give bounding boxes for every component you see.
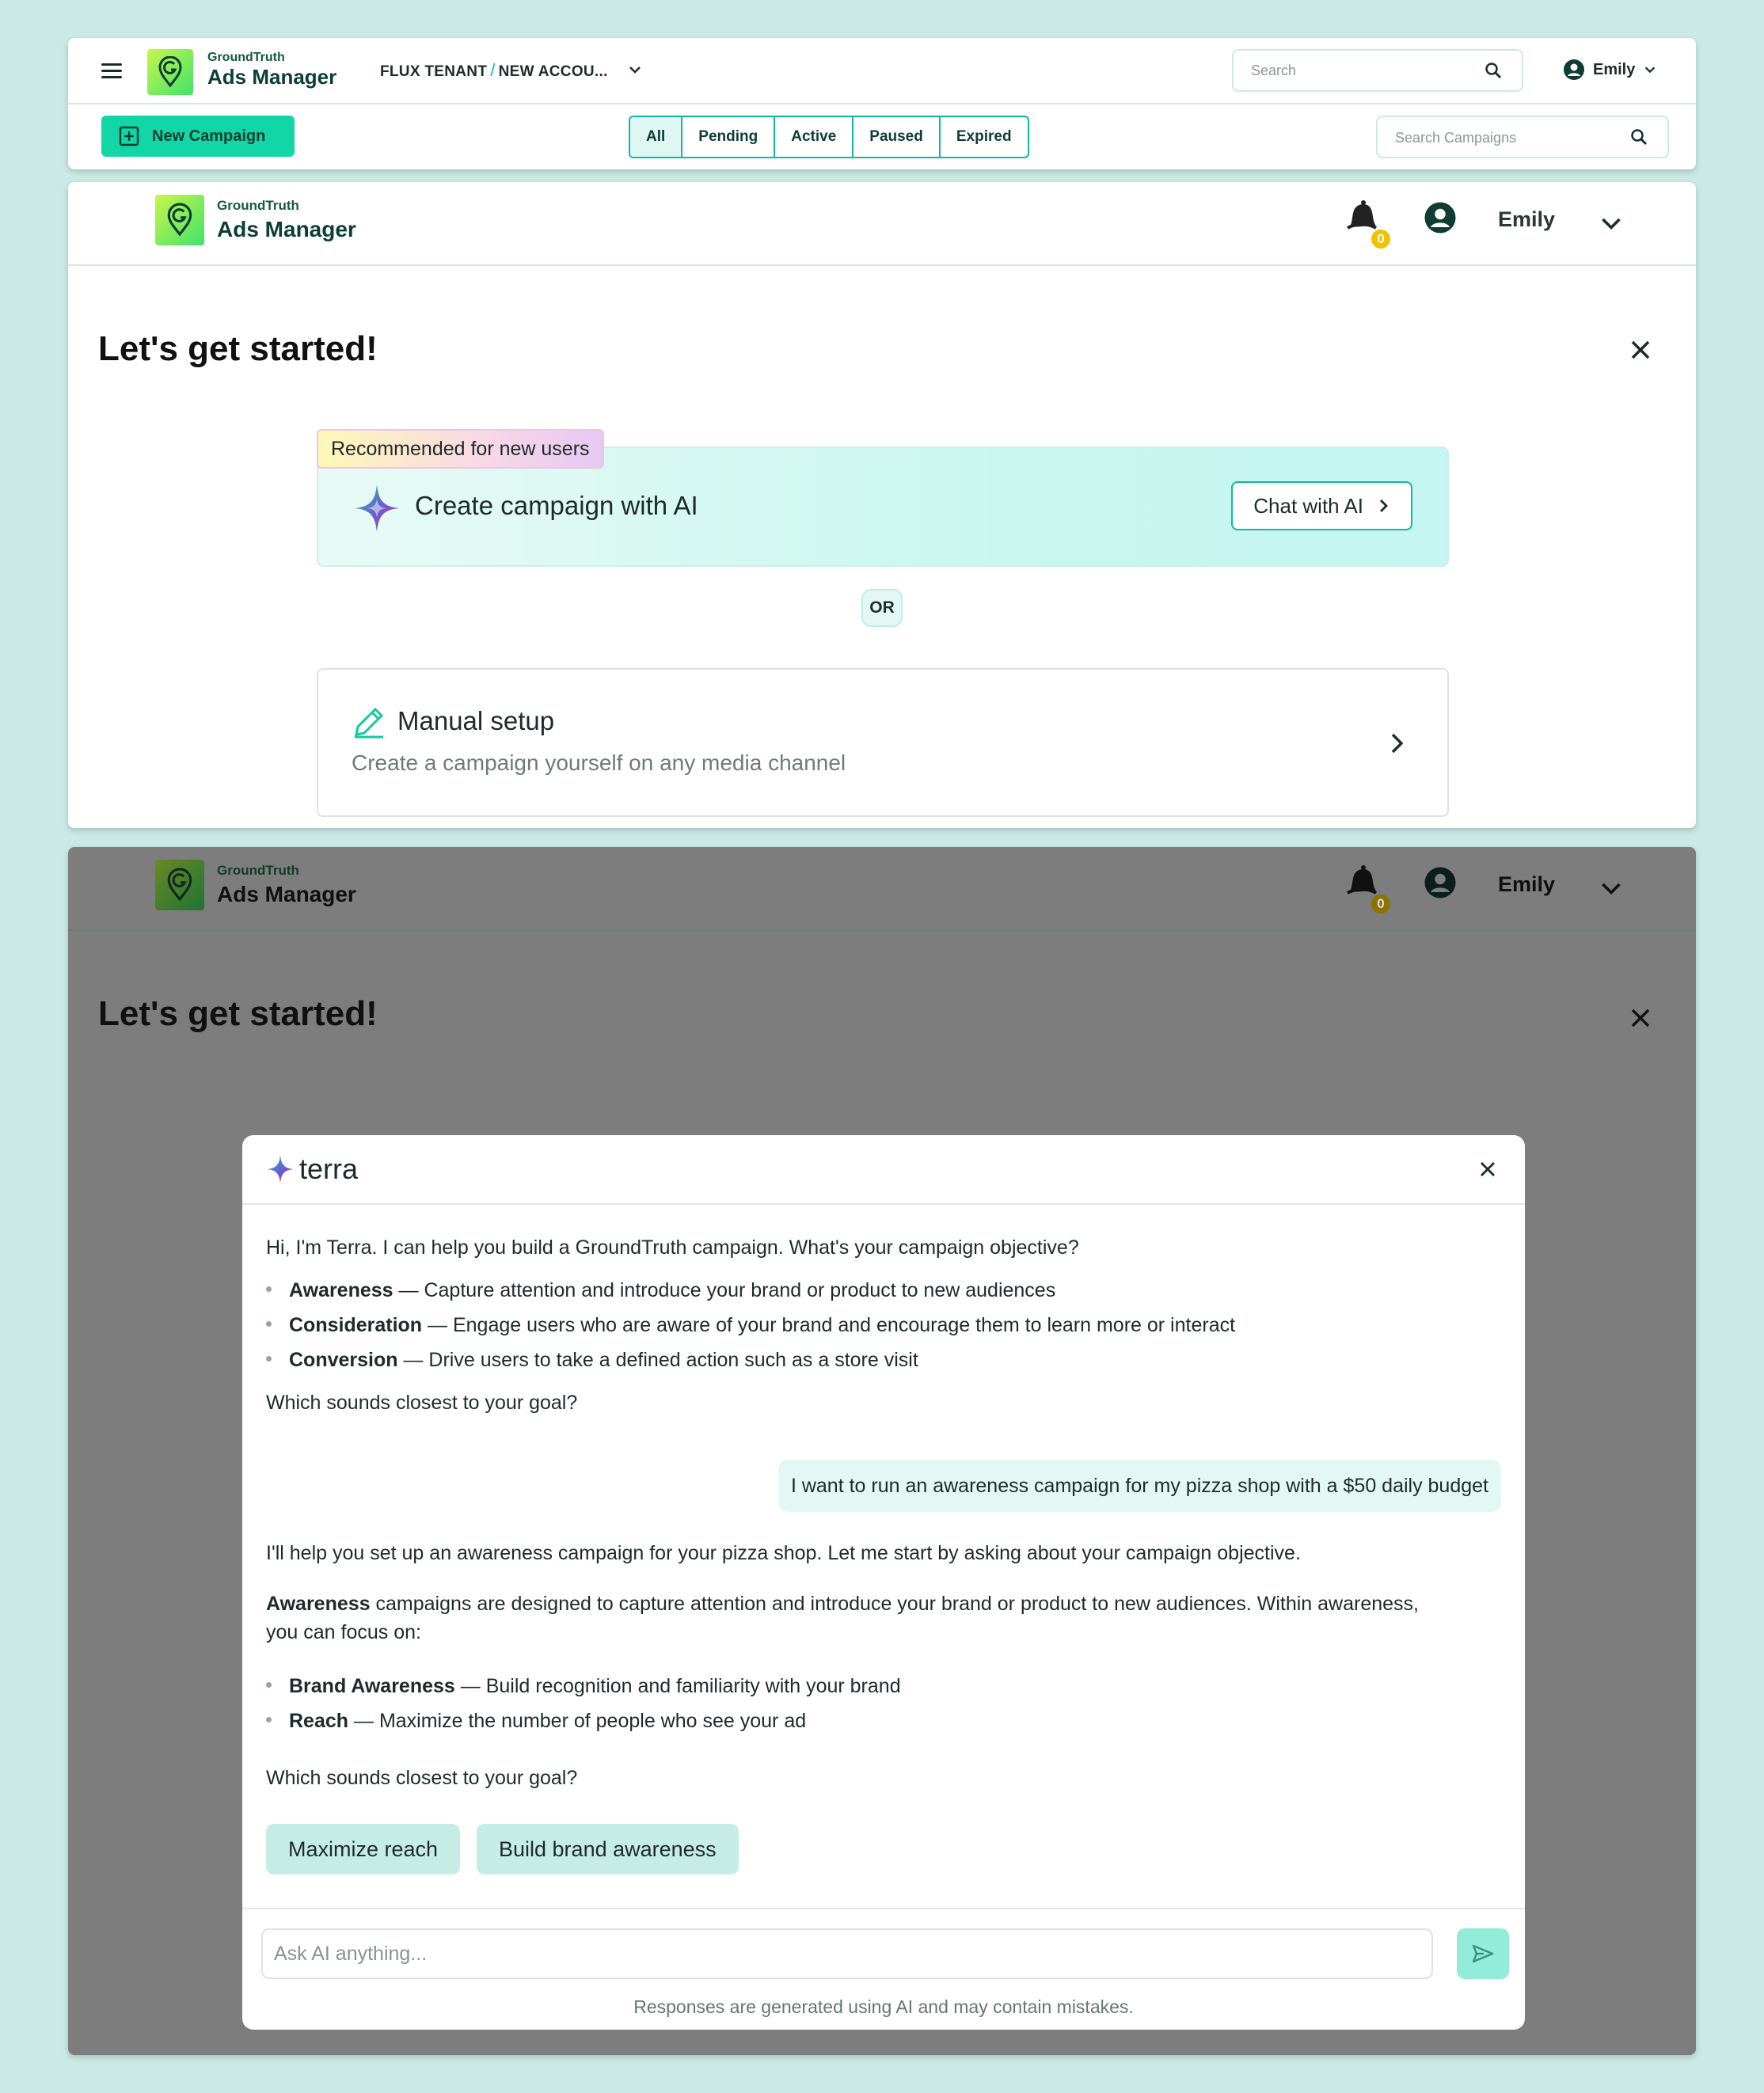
chat-header [242,1135,1525,1205]
chevron-down-icon[interactable] [1643,63,1657,77]
send-button[interactable] [1457,1928,1509,1979]
chevron-down-icon[interactable] [627,62,643,78]
objective-item: Consideration — Engage users who are aware of your brand and encourage them to learn more or interact [266,1314,1235,1337]
user-name[interactable]: Emily [1498,872,1556,896]
objective-item: Awareness — Capture attention and introduce your brand or product to new audiences [266,1279,1055,1302]
campaign-list-header [68,38,1696,169]
search-icon[interactable] [1484,61,1503,84]
or-divider: OR [861,589,903,627]
manual-setup-card[interactable] [317,668,1449,817]
notification-badge: 0 [1370,893,1392,915]
campaign-search-input[interactable] [1376,116,1669,158]
terra-chat-modal [242,1135,1525,2030]
ai-chat-page [68,847,1696,2055]
close-icon[interactable] [1477,1159,1498,1183]
page-title: Let's get started! [98,994,378,1033]
assistant-reply-awareness: Awareness campaigns are designed to capture attention and introduce your brand or product to new audiences. Within awareness, you can focus on: [266,1593,1419,1643]
close-icon[interactable] [1628,337,1653,363]
account-icon[interactable] [1424,201,1457,238]
ai-option-title: Create campaign with AI [415,491,698,520]
bell-icon[interactable] [1343,861,1387,909]
filter-tab-paused[interactable]: Paused [853,117,941,157]
filter-tab-active[interactable]: Active [775,117,853,157]
user-message: I want to run an awareness campaign for my pizza shop with a $50 daily budget [778,1460,1501,1512]
logo-subtitle: GroundTruth [217,863,299,878]
assistant-question: Which sounds closest to your goal? [266,1392,578,1414]
logo-icon[interactable] [155,860,204,910]
logo-icon[interactable] [155,195,204,245]
get-started-page [68,182,1696,828]
account-icon [1563,59,1585,81]
assistant-reply: I'll help you set up an awareness campaign for your pizza shop. Let me start by asking about your campaign objective. [266,1542,1301,1564]
notification-badge: 0 [1370,228,1392,250]
chevron-down-icon[interactable] [1599,212,1623,240]
campaign-search-placeholder: Search Campaigns [1395,130,1517,146]
new-campaign-button[interactable] [101,116,295,157]
ai-disclaimer: Responses are generated using AI and may contain mistakes. [633,1996,1134,2017]
chat-with-ai-button[interactable] [1231,481,1412,530]
assistant-question: Which sounds closest to your goal? [266,1767,578,1789]
logo-icon[interactable] [147,49,193,95]
user-menu[interactable] [1563,59,1657,81]
breadcrumb-account[interactable]: NEW ACCOU... [498,63,608,80]
pencil-icon [352,705,386,743]
new-campaign-label: New Campaign [152,127,266,145]
search-placeholder: Search [1251,63,1297,78]
sparkle-icon [266,1153,295,1185]
focus-item: Brand Awareness — Build recognition and familiarity with your brand [266,1675,901,1698]
logo-subtitle: GroundTruth [217,198,299,213]
user-name[interactable]: Emily [1498,207,1556,231]
terra-wordmark: terra [299,1153,359,1185]
logo-title: Ads Manager [217,882,356,906]
filter-tab-expired[interactable]: Expired [956,128,1012,145]
terra-brand [266,1153,358,1186]
objective-item: Conversion — Drive users to take a defined action such as a store visit [266,1349,918,1372]
logo-title: Ads Manager [207,65,337,89]
sparkle-icon [353,483,401,537]
status-filter-tabs [629,116,1029,158]
user-name: Emily [1593,60,1636,78]
chat-with-ai-label: Chat with AI [1253,493,1363,518]
chat-input[interactable] [261,1928,1433,1979]
logo-title: Ads Manager [217,217,356,241]
close-icon[interactable] [1628,1005,1653,1031]
top-bar [68,38,1696,104]
chevron-right-icon [1378,498,1390,514]
filter-tab-all[interactable]: All [630,117,682,157]
app-header [68,182,1696,266]
focus-item: Reach — Maximize the number of people who see your ad [266,1710,806,1733]
send-icon [1471,1943,1495,1964]
logo-subtitle: GroundTruth [207,51,285,64]
page-title: Let's get started! [98,329,378,368]
quick-reply-build-brand-awareness[interactable]: Build brand awareness [477,1824,739,1875]
chevron-down-icon[interactable] [1599,877,1623,905]
app-header [68,847,1696,931]
assistant-message-intro: Hi, I'm Terra. I can help you build a GroundTruth campaign. What's your campaign objective? [266,1236,1079,1259]
manual-setup-description: Create a campaign yourself on any media channel [352,750,846,775]
toolbar [68,104,1696,169]
account-icon[interactable] [1424,866,1457,903]
breadcrumb-tenant[interactable]: FLUX TENANT [380,63,488,80]
filter-tab-pending[interactable]: Pending [682,117,775,157]
hamburger-icon[interactable] [101,63,122,79]
breadcrumb[interactable] [380,60,608,81]
bell-icon[interactable] [1343,196,1387,244]
add-square-icon [119,126,139,146]
chevron-right-icon[interactable] [1389,731,1406,759]
manual-setup-title: Manual setup [397,706,555,735]
breadcrumb-separator: / [490,60,496,80]
global-search-input[interactable] [1232,49,1523,92]
chat-composer [242,1908,1525,2030]
search-icon[interactable] [1629,127,1648,150]
quick-reply-maximize-reach[interactable]: Maximize reach [266,1824,460,1875]
recommended-badge: Recommended for new users [317,429,604,469]
